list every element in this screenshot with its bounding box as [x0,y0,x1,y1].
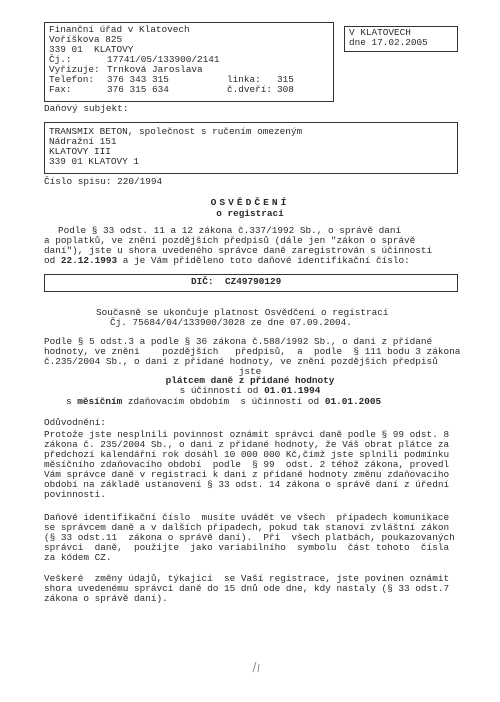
phone-label: Telefon: [49,74,95,85]
document-title: OSVĚDČENÍ [210,197,290,208]
intro-line-2: a poplatků, ve znění pozdějších předpisů (dále jen "zákon o správě [44,235,416,246]
vat-line-3: č.235/2004 Sb., o dani z přidané hodnoty, ve znění pozdějších předpisů [44,356,438,367]
usage-line-5: za kódem CZ. [44,552,112,563]
reasoning-line-2: zákona č. 235/2004 Sb., o dani z přidané hodnoty, že Váš obrat plátce za [44,439,450,450]
changes-line-1: Veškeré změny údajů, týkající se Vaší registrace, jste povinen oznámit [44,573,450,584]
office-header-box [44,22,334,102]
vat-effective-from: s účinností od 01.01.1994 [179,385,321,396]
dic-label: DIČ: [191,276,214,287]
subject-label: Daňový subjekt: [44,103,129,114]
intro-line-4: od 22.12.1993 a je Vám přiděleno toto daňové identifikační číslo: [44,255,410,266]
office-zip-city: 339 01 KLATOVY [49,44,134,55]
usage-line-3: (§ 33 odst.11 zákona o správě daní). Při všech platbách, poukazovaných [44,532,455,543]
changes-line-3: zákona o správě daní). [44,593,168,604]
reasoning-line-6: období na základě ustanovení § 33 odst. 14 zákona o správě daní z úřední [44,479,450,490]
vat-line-1: Podle § 5 odst.3 a podle § 36 zákona č.588/1992 Sb., o dani z přidané [44,336,433,347]
office-name: Finanční úřad v Klatovech [49,24,190,35]
reasoning-label: Odůvodnění: [44,417,106,428]
ref-value: 17741/05/133900/2141 [107,54,220,65]
handler-label: Vyřizuje: [49,64,100,75]
vat-period-line: s měsíčním zdaňovacím obdobím s účinností od 01.01.2005 [66,396,382,407]
fax-label: Fax: [49,84,72,95]
fax-value: 376 315 634 [107,84,169,95]
date: dne 17.02.2005 [349,37,428,48]
subject-box [44,122,458,174]
reasoning-line-3: předchozí kalendářní rok dosáhl 10 000 000 Kč,čímž jste splnili podmínku [44,449,450,460]
termination-line-1: Současně se ukončuje platnost Osvědčení o registraci [96,307,389,318]
reasoning-line-4: měsíčního zdaňovacího období podle § 99 odst. 2 téhož zákona, provedl [44,459,450,470]
subject-zip-city: 339 01 KLATOVY 1 [49,156,140,167]
document-subtitle: o registraci [216,208,284,219]
dic-box [44,274,458,292]
intro-line-1: Podle § 33 odst. 11 a 12 zákona č.337/1992 Sb., o správě daní [58,225,402,236]
scan-mark [250,660,264,674]
door-value: 308 [277,84,294,95]
phone-value: 376 343 315 [107,74,169,85]
reasoning-line-1: Protože jste nesplnili povinnost oznámit správci daně podle § 99 odst. 8 [44,429,450,440]
subject-part: KLATOVY III [49,146,111,157]
vat-line-2: hodnoty, ve znění pozdějších předpisů, a podle § 111 bodu 3 zákona [44,346,461,357]
file-number: Číslo spisu: 220/1994 [44,176,163,187]
usage-line-4: správci daně, použijte jako variabilního symbolu část tohoto čísla [44,542,450,553]
usage-line-1: Daňové identifikační číslo musíte uvádět ve všech případech komunikace [44,512,450,523]
subject-street: Nádražní 151 [49,136,117,147]
vat-payer-status: plátcem daně z přidané hodnoty [165,375,335,386]
office-street: Voříškova 825 [49,34,123,45]
changes-line-2: shora uvedenému správci daně do 15 dnů ode dne, kdy nastaly (§ 33 odst.7 [44,583,450,594]
usage-line-2: se správcem daně a v dalších případech, pokud tak stanoví zvláštní zákon [44,522,450,533]
subject-name: TRANSMIX BETON, společnost s ručením omezeným [49,126,303,137]
handler-value: Trnková Jaroslava [107,64,203,75]
ext-label: linka: [227,74,261,85]
ext-value: 315 [277,74,294,85]
door-label: č.dveří: [227,84,273,95]
intro-line-3: daní"), jste u shora uvedeného správce daně zaregistrován s účinností [44,245,433,256]
termination-line-2: Čj. 75684/04/133900/3028 ze dne 07.09.2004. [110,317,352,328]
ref-label: Čj.: [49,54,72,65]
reasoning-line-5: Vám správce daně v registraci k dani z přidané hodnoty změnu zdaňovacího [44,469,450,480]
place: V KLATOVECH [349,27,411,38]
dic-value: CZ49790129 [225,276,282,287]
vat-line-4: jste [238,366,262,377]
place-date-box [344,26,458,52]
reasoning-line-7: povinnosti. [44,489,106,500]
